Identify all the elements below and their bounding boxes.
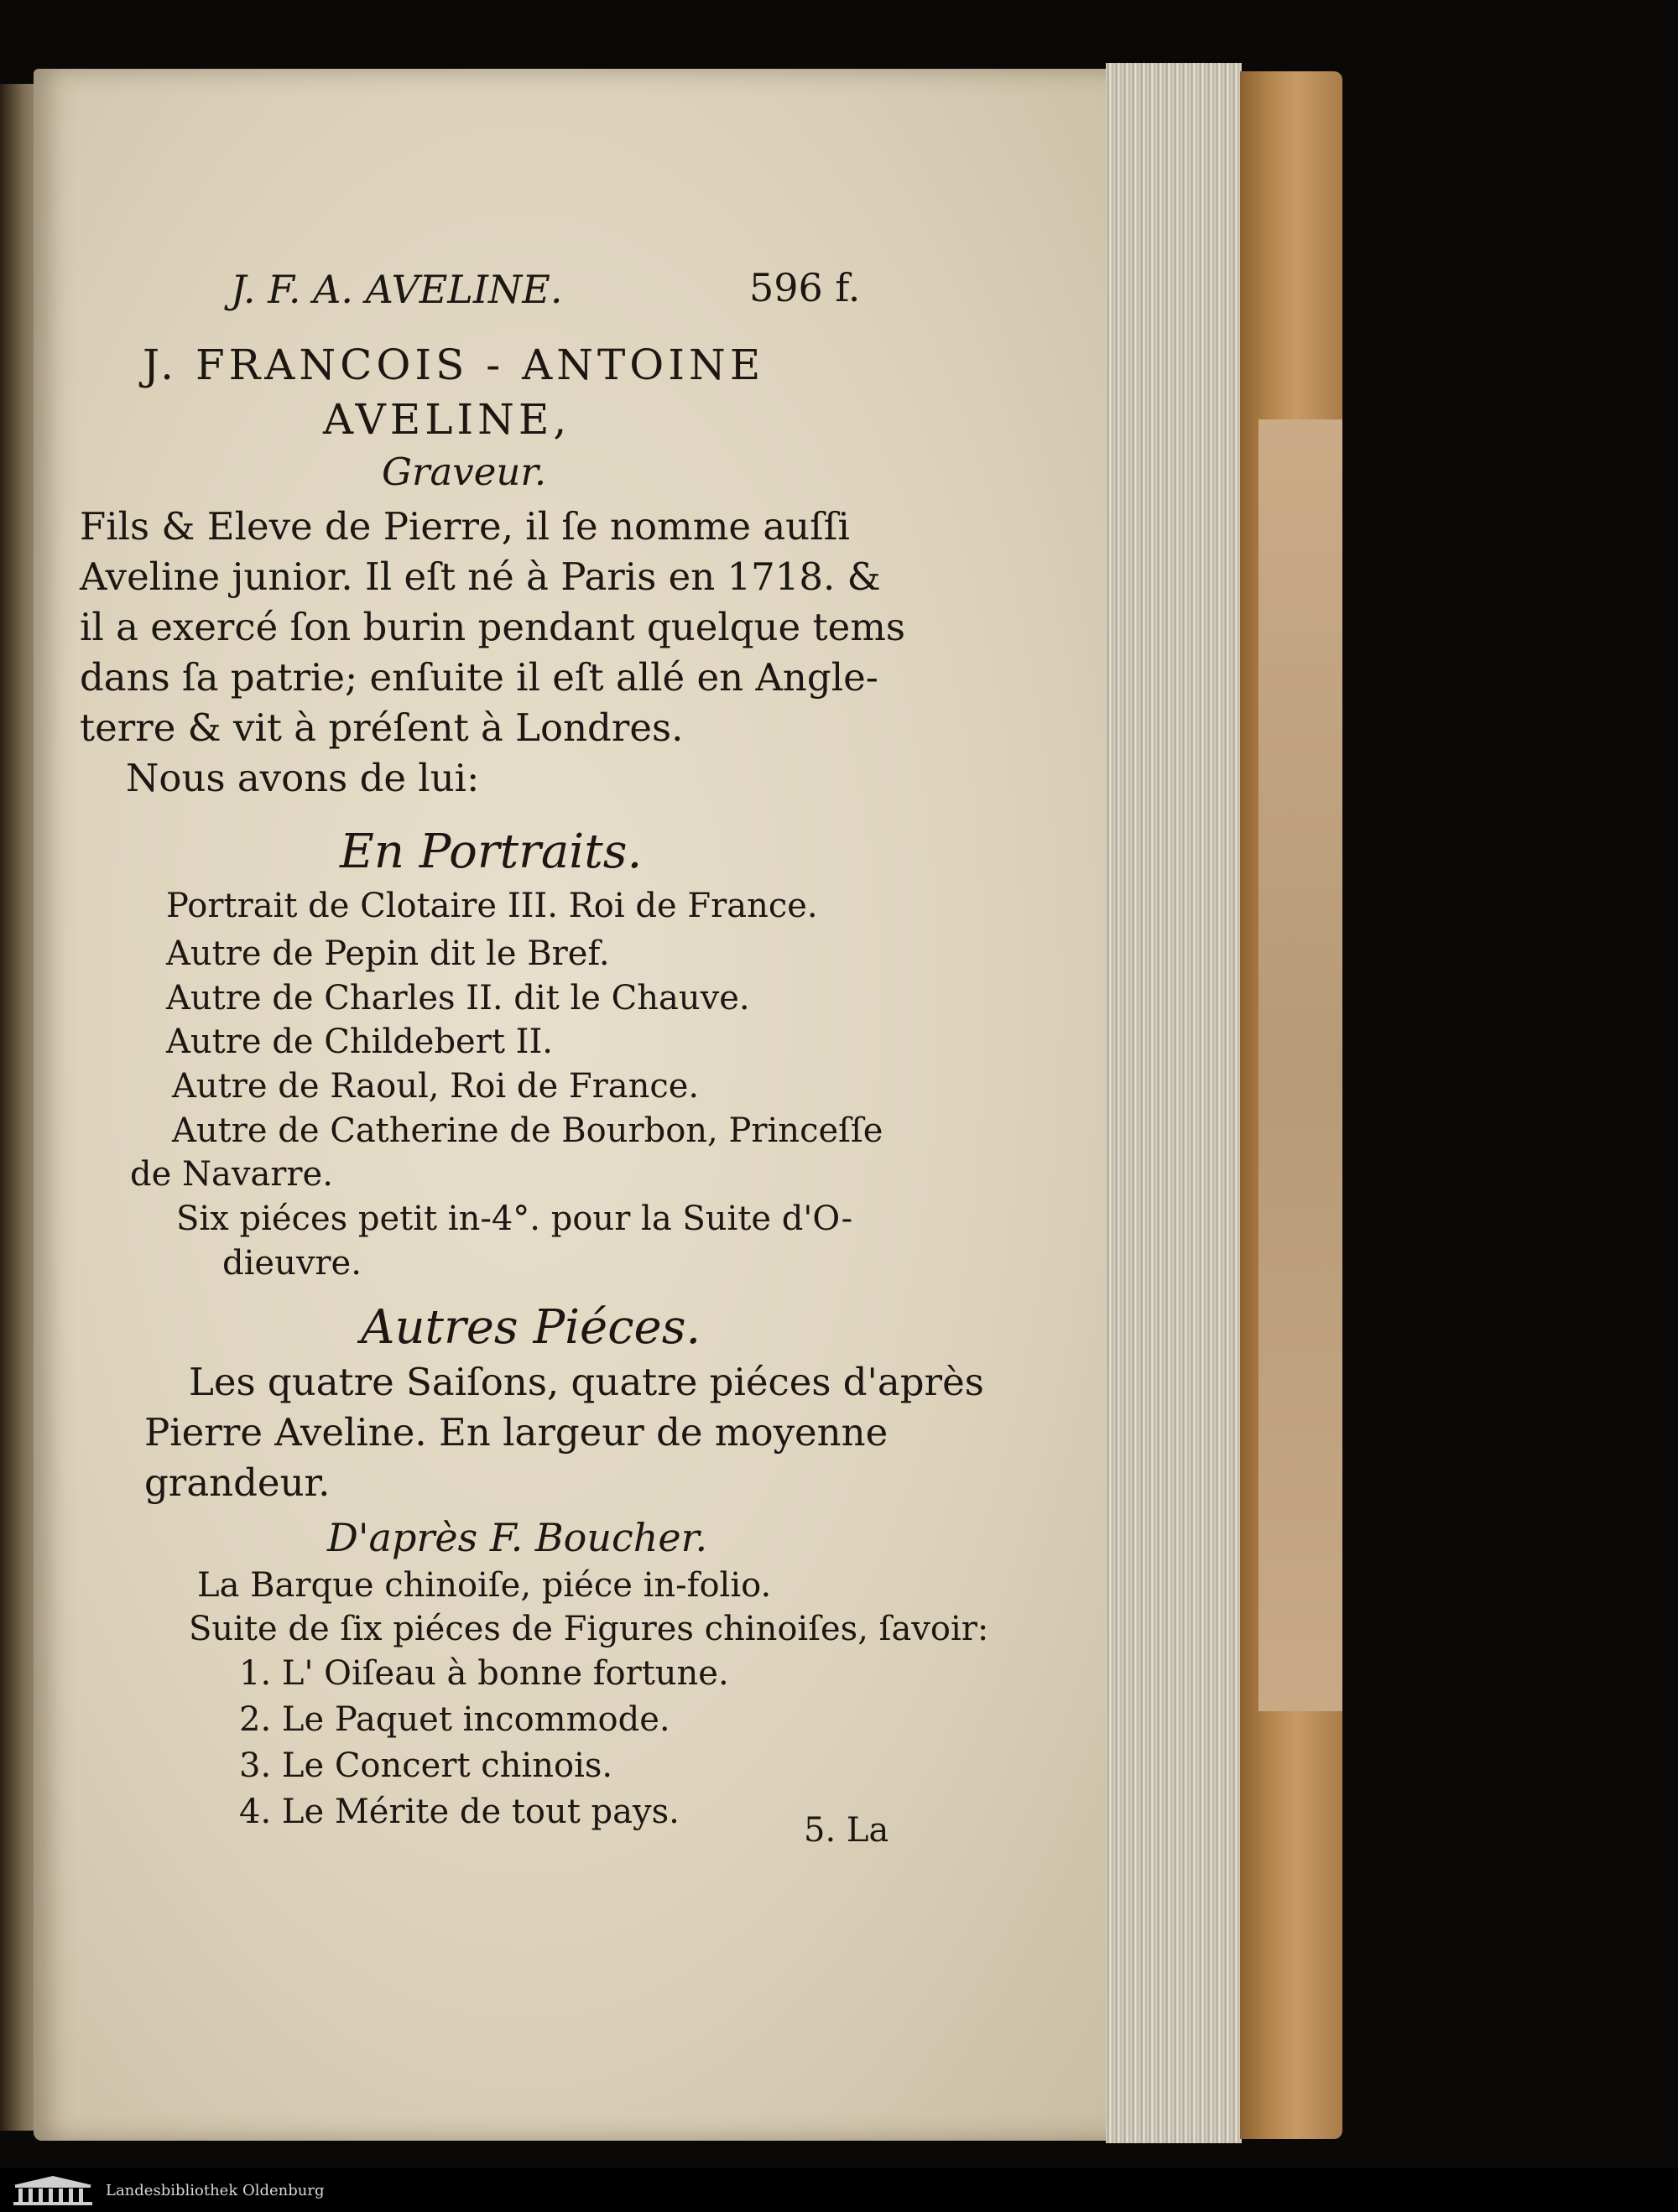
- entry-role: Graveur.: [382, 450, 547, 494]
- bio-line: Aveline junior. Il eſt né à Paris en 1718. &: [80, 554, 881, 599]
- autres-item: Les quatre Saiſons, quatre piéces d'après: [189, 1360, 984, 1404]
- section-heading-autres: Autres Piéces.: [361, 1300, 701, 1355]
- bio-line: il a exercé ſon burin pendant quelque tems: [80, 605, 905, 649]
- portrait-item: Autre de Catherine de Bourbon, Princeſſe: [172, 1111, 883, 1150]
- portrait-item: Autre de Childebert II.: [166, 1023, 553, 1061]
- portrait-item: Six piéces petit in-4°. pour la Suite d'O-: [176, 1200, 853, 1238]
- footer-bar: [0, 2168, 1678, 2212]
- library-name: Landesbibliothek Oldenburg: [106, 2181, 325, 2199]
- bio-line: dans ſa patrie; enſuite il eſt allé en Angle-: [80, 655, 878, 700]
- autres-item: Pierre Aveline. En largeur de moyenne: [144, 1410, 889, 1455]
- running-title: J. F. A. AVELINE.: [231, 267, 563, 312]
- bio-line: terre & vit à préſent à Londres.: [80, 705, 684, 750]
- portrait-item: Autre de Pepin dit le Bref.: [166, 934, 610, 973]
- boucher-item: 2. Le Paquet incommode.: [239, 1700, 670, 1739]
- section-heading-boucher: D'après F. Boucher.: [327, 1515, 708, 1560]
- entry-name-line1: J. FRANCOIS - ANTOINE: [143, 341, 765, 389]
- boucher-item: Suite de ſix piéces de Figures chinoiſes, ſavoir:: [189, 1610, 989, 1648]
- boucher-item: 3. Le Concert chinois.: [239, 1746, 613, 1785]
- portrait-item: Autre de Raoul, Roi de France.: [172, 1067, 700, 1106]
- entry-name-line2: AVELINE,: [323, 395, 571, 444]
- autres-item: grandeur.: [144, 1460, 331, 1505]
- boucher-item: 4. Le Mérite de tout pays.: [239, 1793, 680, 1831]
- bio-line: Nous avons de lui:: [126, 756, 480, 800]
- library-building-icon: [7, 2173, 99, 2207]
- bio-line: Fils & Eleve de Pierre, il ſe nomme auſſi: [80, 504, 850, 549]
- boucher-item: 1. L' Oiſeau à bonne fortune.: [239, 1654, 729, 1693]
- portrait-item: de Navarre.: [130, 1155, 333, 1194]
- portrait-item: dieuvre.: [222, 1244, 362, 1283]
- catchword: 5. La: [804, 1811, 889, 1850]
- portrait-item: Portrait de Clotaire III. Roi de France.: [166, 887, 818, 925]
- section-heading-portraits: En Portraits.: [340, 825, 643, 879]
- page-number: 596 f.: [749, 265, 861, 310]
- boucher-item: La Barque chinoiſe, piéce in-folio.: [197, 1566, 772, 1605]
- portrait-item: Autre de Charles II. dit le Chauve.: [166, 979, 750, 1018]
